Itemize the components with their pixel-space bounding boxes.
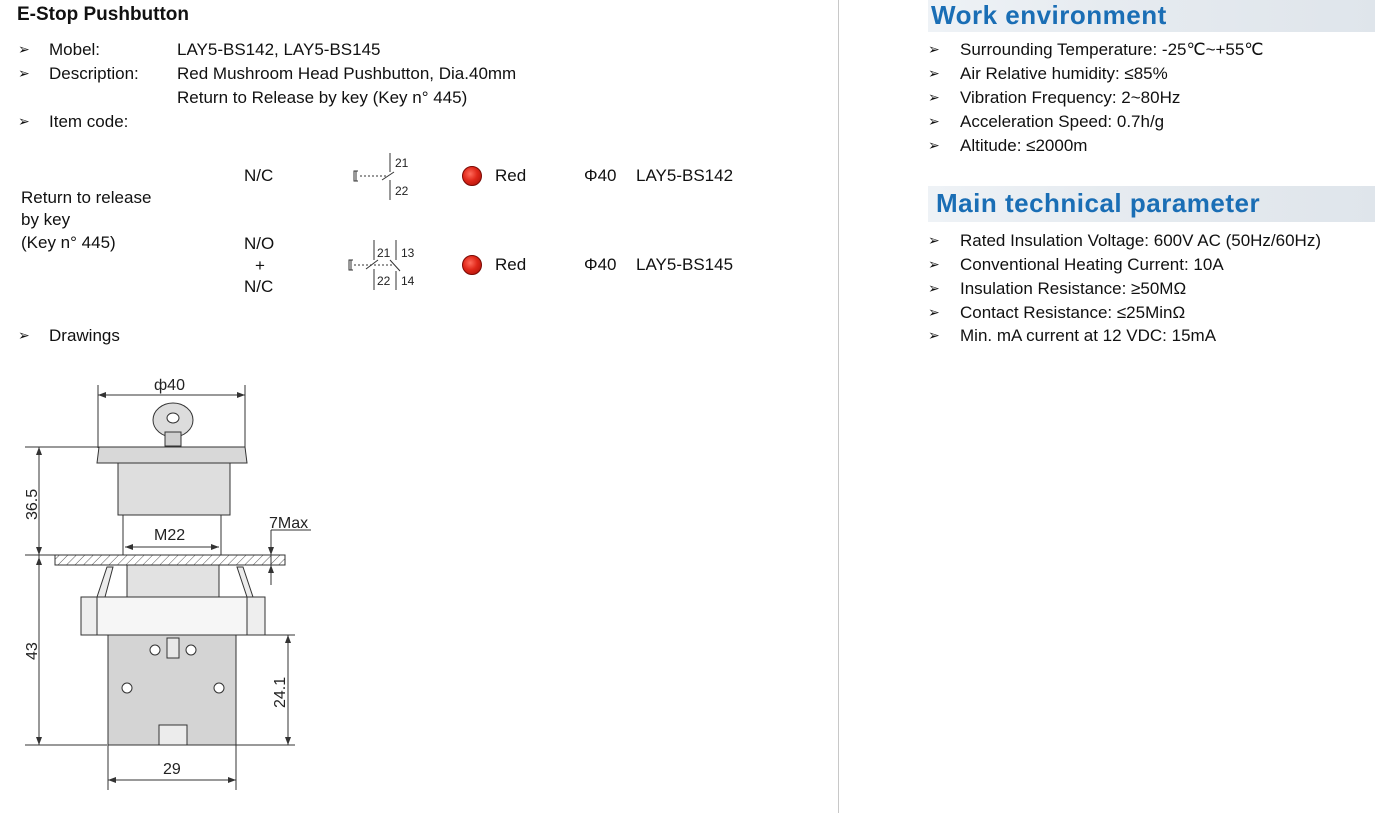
work-item: Surrounding Temperature: -25℃~+55℃ [960,40,1264,59]
return-to-release-line1: Return to release [21,188,152,207]
work-item: Altitude: ≤2000m [960,136,1088,155]
bullet-arrow: ➢ [18,41,30,57]
row1-contact: N/C [244,166,274,185]
terminal-label: 22 [395,184,409,198]
row2-model: LAY5-BS145 [636,255,734,274]
description-line1: Red Mushroom Head Pushbutton, Dia.40mm [177,64,517,83]
bullet-arrow: ➢ [928,89,940,105]
page-title: E-Stop Pushbutton [17,4,190,25]
red-indicator-icon [462,166,482,186]
tech-item: Rated Insulation Voltage: 600V AC (50Hz/60Hz) [960,231,1321,250]
bullet-arrow: ➢ [928,113,940,129]
dim-36-5-label: 36.5 [24,488,41,520]
row2-color: Red [495,255,527,274]
dim-43-label: 43 [24,642,41,660]
dim-m22-label: M22 [154,527,186,544]
work-item: Vibration Frequency: 2~80Hz [960,88,1181,107]
terminal-label: 13 [401,246,415,260]
row1-color: Red [495,166,527,185]
row1-model: LAY5-BS142 [636,166,734,185]
row1-diameter: Φ40 [584,166,617,185]
drawings-label: Drawings [49,326,120,345]
item-code-label: Item code: [49,112,129,131]
nc-contact-symbol [348,150,418,202]
row2-diameter: Φ40 [584,255,617,274]
model-label: Mobel: [49,40,101,59]
bullet-arrow: ➢ [928,65,940,81]
red-indicator-icon [462,255,482,275]
tech-item: Insulation Resistance: ≥50MΩ [960,279,1187,298]
work-item: Acceleration Speed: 0.7h/g [960,112,1165,131]
dim-29-label: 29 [163,761,181,778]
return-to-release-line2: by key [21,210,71,229]
description-line2: Return to Release by key (Key n° 445) [177,88,468,107]
work-item: Air Relative humidity: ≤85% [960,64,1168,83]
bullet-arrow: ➢ [928,256,940,272]
terminal-label: 22 [377,274,391,288]
no-nc-contact-symbol [344,238,424,292]
bullet-arrow: ➢ [18,327,30,343]
bullet-arrow: ➢ [928,280,940,296]
work-environment-heading: Work environment [928,0,1375,32]
row2-contact1: N/O [244,234,275,253]
return-to-release-line3: (Key n° 445) [21,233,116,252]
terminal-label: 14 [401,274,415,288]
dim-diameter-label: ф40 [154,377,185,394]
dim-24-1-label: 24.1 [272,676,289,708]
bullet-arrow: ➢ [928,137,940,153]
bullet-arrow: ➢ [928,327,940,343]
terminal-label: 21 [377,246,391,260]
bullet-arrow: ➢ [928,41,940,57]
tech-item: Contact Resistance: ≤25MinΩ [960,303,1186,322]
model-value: LAY5-BS142, LAY5-BS145 [177,40,381,59]
tech-item: Min. mA current at 12 VDC: 15mA [960,326,1217,345]
terminal-label: 21 [395,156,409,170]
tech-item: Conventional Heating Current: 10A [960,255,1224,274]
bullet-arrow: ➢ [928,232,940,248]
bullet-arrow: ➢ [18,65,30,81]
row2-plus: + [255,256,265,275]
technical-parameter-heading: Main technical parameter [928,186,1375,222]
column-divider [838,0,839,813]
description-label: Description: [49,64,139,83]
row2-contact2: N/C [244,277,274,296]
bullet-arrow: ➢ [18,113,30,129]
dim-7max-label: 7Max [269,515,309,532]
bullet-arrow: ➢ [928,304,940,320]
dimension-drawing [15,370,335,800]
